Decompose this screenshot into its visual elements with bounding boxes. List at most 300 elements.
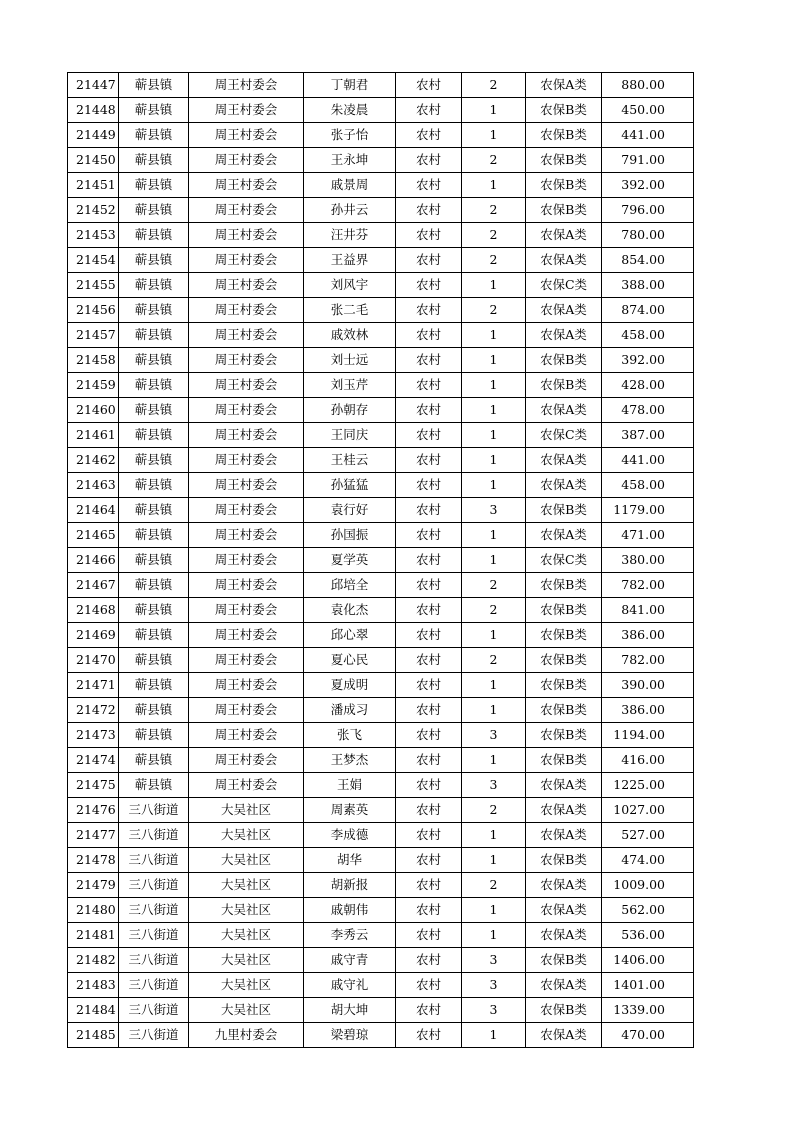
name-cell: 李秀云 — [304, 923, 396, 948]
area-type-cell: 农村 — [396, 923, 462, 948]
name-cell: 刘风宇 — [304, 273, 396, 298]
village-cell: 周王村委会 — [189, 498, 304, 523]
household-size-cell: 2 — [462, 873, 526, 898]
village-cell: 周王村委会 — [189, 123, 304, 148]
serial-number-cell: 21483 — [68, 973, 119, 998]
household-size-cell: 2 — [462, 648, 526, 673]
serial-number-cell: 21447 — [68, 73, 119, 98]
household-size-cell: 1 — [462, 523, 526, 548]
name-cell: 胡大坤 — [304, 998, 396, 1023]
town-cell: 三八街道 — [119, 998, 189, 1023]
town-cell: 蕲县镇 — [119, 448, 189, 473]
name-cell: 王桂云 — [304, 448, 396, 473]
town-cell: 三八街道 — [119, 873, 189, 898]
town-cell: 蕲县镇 — [119, 748, 189, 773]
village-cell: 周王村委会 — [189, 173, 304, 198]
name-cell: 孙猛猛 — [304, 473, 396, 498]
village-cell: 周王村委会 — [189, 598, 304, 623]
amount-cell: 458.00 — [602, 473, 694, 498]
household-size-cell: 1 — [462, 548, 526, 573]
name-cell: 夏学英 — [304, 548, 396, 573]
area-type-cell: 农村 — [396, 498, 462, 523]
insurance-class-cell: 农保A类 — [526, 298, 602, 323]
town-cell: 蕲县镇 — [119, 323, 189, 348]
serial-number-cell: 21463 — [68, 473, 119, 498]
amount-cell: 388.00 — [602, 273, 694, 298]
amount-cell: 470.00 — [602, 1023, 694, 1048]
serial-number-cell: 21472 — [68, 698, 119, 723]
household-size-cell: 1 — [462, 473, 526, 498]
town-cell: 蕲县镇 — [119, 598, 189, 623]
household-size-cell: 1 — [462, 348, 526, 373]
household-size-cell: 1 — [462, 123, 526, 148]
area-type-cell: 农村 — [396, 648, 462, 673]
village-cell: 周王村委会 — [189, 73, 304, 98]
name-cell: 张飞 — [304, 723, 396, 748]
village-cell: 周王村委会 — [189, 148, 304, 173]
table-row — [68, 248, 694, 273]
amount-cell: 782.00 — [602, 648, 694, 673]
village-cell: 周王村委会 — [189, 773, 304, 798]
serial-number-cell: 21458 — [68, 348, 119, 373]
table-row — [68, 223, 694, 248]
insurance-class-cell: 农保A类 — [526, 323, 602, 348]
insurance-class-cell: 农保A类 — [526, 923, 602, 948]
table-row — [68, 873, 694, 898]
table-row — [68, 573, 694, 598]
household-size-cell: 1 — [462, 923, 526, 948]
village-cell: 周王村委会 — [189, 748, 304, 773]
name-cell: 刘玉芹 — [304, 373, 396, 398]
name-cell: 潘成习 — [304, 698, 396, 723]
area-type-cell: 农村 — [396, 373, 462, 398]
insurance-class-cell: 农保A类 — [526, 248, 602, 273]
serial-number-cell: 21465 — [68, 523, 119, 548]
serial-number-cell: 21480 — [68, 898, 119, 923]
amount-cell: 854.00 — [602, 248, 694, 273]
insurance-class-cell: 农保A类 — [526, 898, 602, 923]
area-type-cell: 农村 — [396, 698, 462, 723]
village-cell: 周王村委会 — [189, 573, 304, 598]
table-row — [68, 173, 694, 198]
town-cell: 蕲县镇 — [119, 123, 189, 148]
town-cell: 三八街道 — [119, 973, 189, 998]
serial-number-cell: 21460 — [68, 398, 119, 423]
amount-cell: 428.00 — [602, 373, 694, 398]
insurance-class-cell: 农保B类 — [526, 173, 602, 198]
serial-number-cell: 21454 — [68, 248, 119, 273]
area-type-cell: 农村 — [396, 1023, 462, 1048]
insurance-class-cell: 农保A类 — [526, 398, 602, 423]
amount-cell: 1406.00 — [602, 948, 694, 973]
insurance-class-cell: 农保B类 — [526, 998, 602, 1023]
amount-cell: 392.00 — [602, 173, 694, 198]
table-row — [68, 998, 694, 1023]
area-type-cell: 农村 — [396, 523, 462, 548]
area-type-cell: 农村 — [396, 948, 462, 973]
table-row — [68, 323, 694, 348]
area-type-cell: 农村 — [396, 548, 462, 573]
name-cell: 孙朝存 — [304, 398, 396, 423]
amount-cell: 1179.00 — [602, 498, 694, 523]
household-size-cell: 1 — [462, 898, 526, 923]
town-cell: 三八街道 — [119, 923, 189, 948]
household-size-cell: 3 — [462, 998, 526, 1023]
insurance-class-cell: 农保A类 — [526, 73, 602, 98]
town-cell: 蕲县镇 — [119, 648, 189, 673]
serial-number-cell: 21482 — [68, 948, 119, 973]
insurance-class-cell: 农保B类 — [526, 848, 602, 873]
town-cell: 三八街道 — [119, 898, 189, 923]
town-cell: 蕲县镇 — [119, 573, 189, 598]
area-type-cell: 农村 — [396, 273, 462, 298]
serial-number-cell: 21450 — [68, 148, 119, 173]
table-row — [68, 298, 694, 323]
area-type-cell: 农村 — [396, 723, 462, 748]
town-cell: 蕲县镇 — [119, 148, 189, 173]
village-cell: 大吴社区 — [189, 998, 304, 1023]
amount-cell: 1225.00 — [602, 773, 694, 798]
area-type-cell: 农村 — [396, 423, 462, 448]
household-size-cell: 2 — [462, 223, 526, 248]
village-cell: 周王村委会 — [189, 248, 304, 273]
serial-number-cell: 21470 — [68, 648, 119, 673]
town-cell: 蕲县镇 — [119, 73, 189, 98]
insurance-class-cell: 农保A类 — [526, 973, 602, 998]
insurance-class-cell: 农保C类 — [526, 273, 602, 298]
serial-number-cell: 21464 — [68, 498, 119, 523]
village-cell: 周王村委会 — [189, 398, 304, 423]
amount-cell: 780.00 — [602, 223, 694, 248]
name-cell: 袁行好 — [304, 498, 396, 523]
table-row — [68, 123, 694, 148]
name-cell: 孙井云 — [304, 198, 396, 223]
town-cell: 蕲县镇 — [119, 398, 189, 423]
name-cell: 周素英 — [304, 798, 396, 823]
serial-number-cell: 21469 — [68, 623, 119, 648]
insurance-class-cell: 农保A类 — [526, 823, 602, 848]
amount-cell: 791.00 — [602, 148, 694, 173]
village-cell: 周王村委会 — [189, 623, 304, 648]
town-cell: 蕲县镇 — [119, 423, 189, 448]
name-cell: 李成德 — [304, 823, 396, 848]
area-type-cell: 农村 — [396, 573, 462, 598]
area-type-cell: 农村 — [396, 898, 462, 923]
table-row — [68, 523, 694, 548]
household-size-cell: 2 — [462, 148, 526, 173]
serial-number-cell: 21468 — [68, 598, 119, 623]
insurance-class-cell: 农保A类 — [526, 873, 602, 898]
name-cell: 胡新报 — [304, 873, 396, 898]
town-cell: 蕲县镇 — [119, 548, 189, 573]
household-size-cell: 3 — [462, 723, 526, 748]
area-type-cell: 农村 — [396, 148, 462, 173]
household-size-cell: 1 — [462, 398, 526, 423]
serial-number-cell: 21476 — [68, 798, 119, 823]
amount-cell: 390.00 — [602, 673, 694, 698]
town-cell: 蕲县镇 — [119, 248, 189, 273]
name-cell: 袁化杰 — [304, 598, 396, 623]
name-cell: 王永坤 — [304, 148, 396, 173]
village-cell: 周王村委会 — [189, 698, 304, 723]
household-size-cell: 1 — [462, 173, 526, 198]
insurance-class-cell: 农保A类 — [526, 448, 602, 473]
area-type-cell: 农村 — [396, 873, 462, 898]
amount-cell: 782.00 — [602, 573, 694, 598]
household-size-cell: 1 — [462, 423, 526, 448]
name-cell: 戚景周 — [304, 173, 396, 198]
village-cell: 大吴社区 — [189, 823, 304, 848]
household-size-cell: 2 — [462, 573, 526, 598]
village-cell: 周王村委会 — [189, 473, 304, 498]
amount-cell: 1194.00 — [602, 723, 694, 748]
village-cell: 大吴社区 — [189, 898, 304, 923]
name-cell: 夏心民 — [304, 648, 396, 673]
name-cell: 戚朝伟 — [304, 898, 396, 923]
serial-number-cell: 21456 — [68, 298, 119, 323]
area-type-cell: 农村 — [396, 248, 462, 273]
serial-number-cell: 21485 — [68, 1023, 119, 1048]
town-cell: 三八街道 — [119, 948, 189, 973]
amount-cell: 392.00 — [602, 348, 694, 373]
insurance-class-cell: 农保A类 — [526, 223, 602, 248]
name-cell: 王益界 — [304, 248, 396, 273]
table-row — [68, 623, 694, 648]
amount-cell: 1027.00 — [602, 798, 694, 823]
name-cell: 王同庆 — [304, 423, 396, 448]
insurance-class-cell: 农保A类 — [526, 473, 602, 498]
area-type-cell: 农村 — [396, 98, 462, 123]
table-row — [68, 923, 694, 948]
name-cell: 戚效林 — [304, 323, 396, 348]
table-row — [68, 973, 694, 998]
household-size-cell: 2 — [462, 598, 526, 623]
name-cell: 梁碧琼 — [304, 1023, 396, 1048]
table-row — [68, 373, 694, 398]
village-cell: 周王村委会 — [189, 198, 304, 223]
household-size-cell: 2 — [462, 73, 526, 98]
table-row — [68, 273, 694, 298]
table-row — [68, 1023, 694, 1048]
name-cell: 丁朝君 — [304, 73, 396, 98]
insurance-class-cell: 农保C类 — [526, 548, 602, 573]
table-row — [68, 773, 694, 798]
insurance-class-cell: 农保B类 — [526, 148, 602, 173]
insurance-class-cell: 农保B类 — [526, 198, 602, 223]
amount-cell: 1401.00 — [602, 973, 694, 998]
household-size-cell: 1 — [462, 673, 526, 698]
town-cell: 蕲县镇 — [119, 523, 189, 548]
household-size-cell: 2 — [462, 298, 526, 323]
table-row — [68, 473, 694, 498]
household-size-cell: 1 — [462, 1023, 526, 1048]
roster-body — [68, 73, 694, 1048]
area-type-cell: 农村 — [396, 123, 462, 148]
village-cell: 周王村委会 — [189, 323, 304, 348]
serial-number-cell: 21462 — [68, 448, 119, 473]
village-cell: 大吴社区 — [189, 848, 304, 873]
town-cell: 蕲县镇 — [119, 498, 189, 523]
area-type-cell: 农村 — [396, 673, 462, 698]
insurance-class-cell: 农保B类 — [526, 98, 602, 123]
table-row — [68, 698, 694, 723]
insurance-class-cell: 农保B类 — [526, 498, 602, 523]
town-cell: 三八街道 — [119, 848, 189, 873]
serial-number-cell: 21461 — [68, 423, 119, 448]
village-cell: 九里村委会 — [189, 1023, 304, 1048]
table-row — [68, 823, 694, 848]
table-row — [68, 548, 694, 573]
name-cell: 戚守青 — [304, 948, 396, 973]
household-size-cell: 1 — [462, 373, 526, 398]
name-cell: 张子怡 — [304, 123, 396, 148]
serial-number-cell: 21452 — [68, 198, 119, 223]
area-type-cell: 农村 — [396, 773, 462, 798]
household-size-cell: 3 — [462, 973, 526, 998]
village-cell: 周王村委会 — [189, 723, 304, 748]
name-cell: 戚守礼 — [304, 973, 396, 998]
household-size-cell: 1 — [462, 448, 526, 473]
serial-number-cell: 21478 — [68, 848, 119, 873]
area-type-cell: 农村 — [396, 173, 462, 198]
village-cell: 周王村委会 — [189, 223, 304, 248]
name-cell: 邱心翠 — [304, 623, 396, 648]
town-cell: 蕲县镇 — [119, 623, 189, 648]
area-type-cell: 农村 — [396, 823, 462, 848]
serial-number-cell: 21455 — [68, 273, 119, 298]
town-cell: 三八街道 — [119, 798, 189, 823]
insurance-class-cell: 农保A类 — [526, 798, 602, 823]
serial-number-cell: 21484 — [68, 998, 119, 1023]
table-row — [68, 798, 694, 823]
area-type-cell: 农村 — [396, 798, 462, 823]
amount-cell: 841.00 — [602, 598, 694, 623]
amount-cell: 458.00 — [602, 323, 694, 348]
household-size-cell: 2 — [462, 198, 526, 223]
name-cell: 夏成明 — [304, 673, 396, 698]
village-cell: 大吴社区 — [189, 948, 304, 973]
insurance-class-cell: 农保A类 — [526, 773, 602, 798]
serial-number-cell: 21474 — [68, 748, 119, 773]
serial-number-cell: 21479 — [68, 873, 119, 898]
amount-cell: 386.00 — [602, 698, 694, 723]
amount-cell: 796.00 — [602, 198, 694, 223]
household-size-cell: 1 — [462, 698, 526, 723]
town-cell: 三八街道 — [119, 1023, 189, 1048]
insurance-class-cell: 农保A类 — [526, 523, 602, 548]
village-cell: 周王村委会 — [189, 448, 304, 473]
village-cell: 周王村委会 — [189, 298, 304, 323]
village-cell: 周王村委会 — [189, 523, 304, 548]
table-row — [68, 198, 694, 223]
household-size-cell: 1 — [462, 98, 526, 123]
serial-number-cell: 21473 — [68, 723, 119, 748]
insurance-class-cell: 农保B类 — [526, 698, 602, 723]
amount-cell: 536.00 — [602, 923, 694, 948]
serial-number-cell: 21451 — [68, 173, 119, 198]
name-cell: 朱凌晨 — [304, 98, 396, 123]
table-row — [68, 748, 694, 773]
amount-cell: 1339.00 — [602, 998, 694, 1023]
village-cell: 周王村委会 — [189, 648, 304, 673]
name-cell: 张二毛 — [304, 298, 396, 323]
serial-number-cell: 21448 — [68, 98, 119, 123]
insurance-class-cell: 农保B类 — [526, 723, 602, 748]
amount-cell: 474.00 — [602, 848, 694, 873]
table-row — [68, 73, 694, 98]
name-cell: 汪井芬 — [304, 223, 396, 248]
insurance-class-cell: 农保B类 — [526, 648, 602, 673]
town-cell: 蕲县镇 — [119, 773, 189, 798]
amount-cell: 387.00 — [602, 423, 694, 448]
household-size-cell: 1 — [462, 823, 526, 848]
village-cell: 周王村委会 — [189, 548, 304, 573]
town-cell: 蕲县镇 — [119, 223, 189, 248]
insurance-class-cell: 农保B类 — [526, 573, 602, 598]
amount-cell: 880.00 — [602, 73, 694, 98]
household-size-cell: 1 — [462, 273, 526, 298]
area-type-cell: 农村 — [396, 223, 462, 248]
insurance-class-cell: 农保B类 — [526, 948, 602, 973]
amount-cell: 527.00 — [602, 823, 694, 848]
village-cell: 周王村委会 — [189, 673, 304, 698]
serial-number-cell: 21449 — [68, 123, 119, 148]
town-cell: 蕲县镇 — [119, 673, 189, 698]
village-cell: 大吴社区 — [189, 973, 304, 998]
town-cell: 蕲县镇 — [119, 723, 189, 748]
name-cell: 王娟 — [304, 773, 396, 798]
serial-number-cell: 21467 — [68, 573, 119, 598]
area-type-cell: 农村 — [396, 848, 462, 873]
insurance-class-cell: 农保B类 — [526, 373, 602, 398]
household-size-cell: 1 — [462, 623, 526, 648]
area-type-cell: 农村 — [396, 748, 462, 773]
amount-cell: 471.00 — [602, 523, 694, 548]
serial-number-cell: 21466 — [68, 548, 119, 573]
area-type-cell: 农村 — [396, 473, 462, 498]
town-cell: 蕲县镇 — [119, 348, 189, 373]
insurance-class-cell: 农保B类 — [526, 348, 602, 373]
town-cell: 蕲县镇 — [119, 473, 189, 498]
area-type-cell: 农村 — [396, 198, 462, 223]
insurance-class-cell: 农保C类 — [526, 423, 602, 448]
amount-cell: 416.00 — [602, 748, 694, 773]
area-type-cell: 农村 — [396, 323, 462, 348]
table-row — [68, 948, 694, 973]
table-row — [68, 723, 694, 748]
area-type-cell: 农村 — [396, 598, 462, 623]
household-size-cell: 3 — [462, 498, 526, 523]
table-row — [68, 648, 694, 673]
serial-number-cell: 21459 — [68, 373, 119, 398]
table-row — [68, 498, 694, 523]
town-cell: 蕲县镇 — [119, 173, 189, 198]
area-type-cell: 农村 — [396, 998, 462, 1023]
village-cell: 周王村委会 — [189, 423, 304, 448]
table-row — [68, 148, 694, 173]
village-cell: 周王村委会 — [189, 373, 304, 398]
area-type-cell: 农村 — [396, 448, 462, 473]
village-cell: 大吴社区 — [189, 798, 304, 823]
amount-cell: 441.00 — [602, 448, 694, 473]
name-cell: 王梦杰 — [304, 748, 396, 773]
table-row — [68, 848, 694, 873]
name-cell: 刘士远 — [304, 348, 396, 373]
table-row — [68, 398, 694, 423]
serial-number-cell: 21481 — [68, 923, 119, 948]
town-cell: 蕲县镇 — [119, 298, 189, 323]
table-row — [68, 423, 694, 448]
